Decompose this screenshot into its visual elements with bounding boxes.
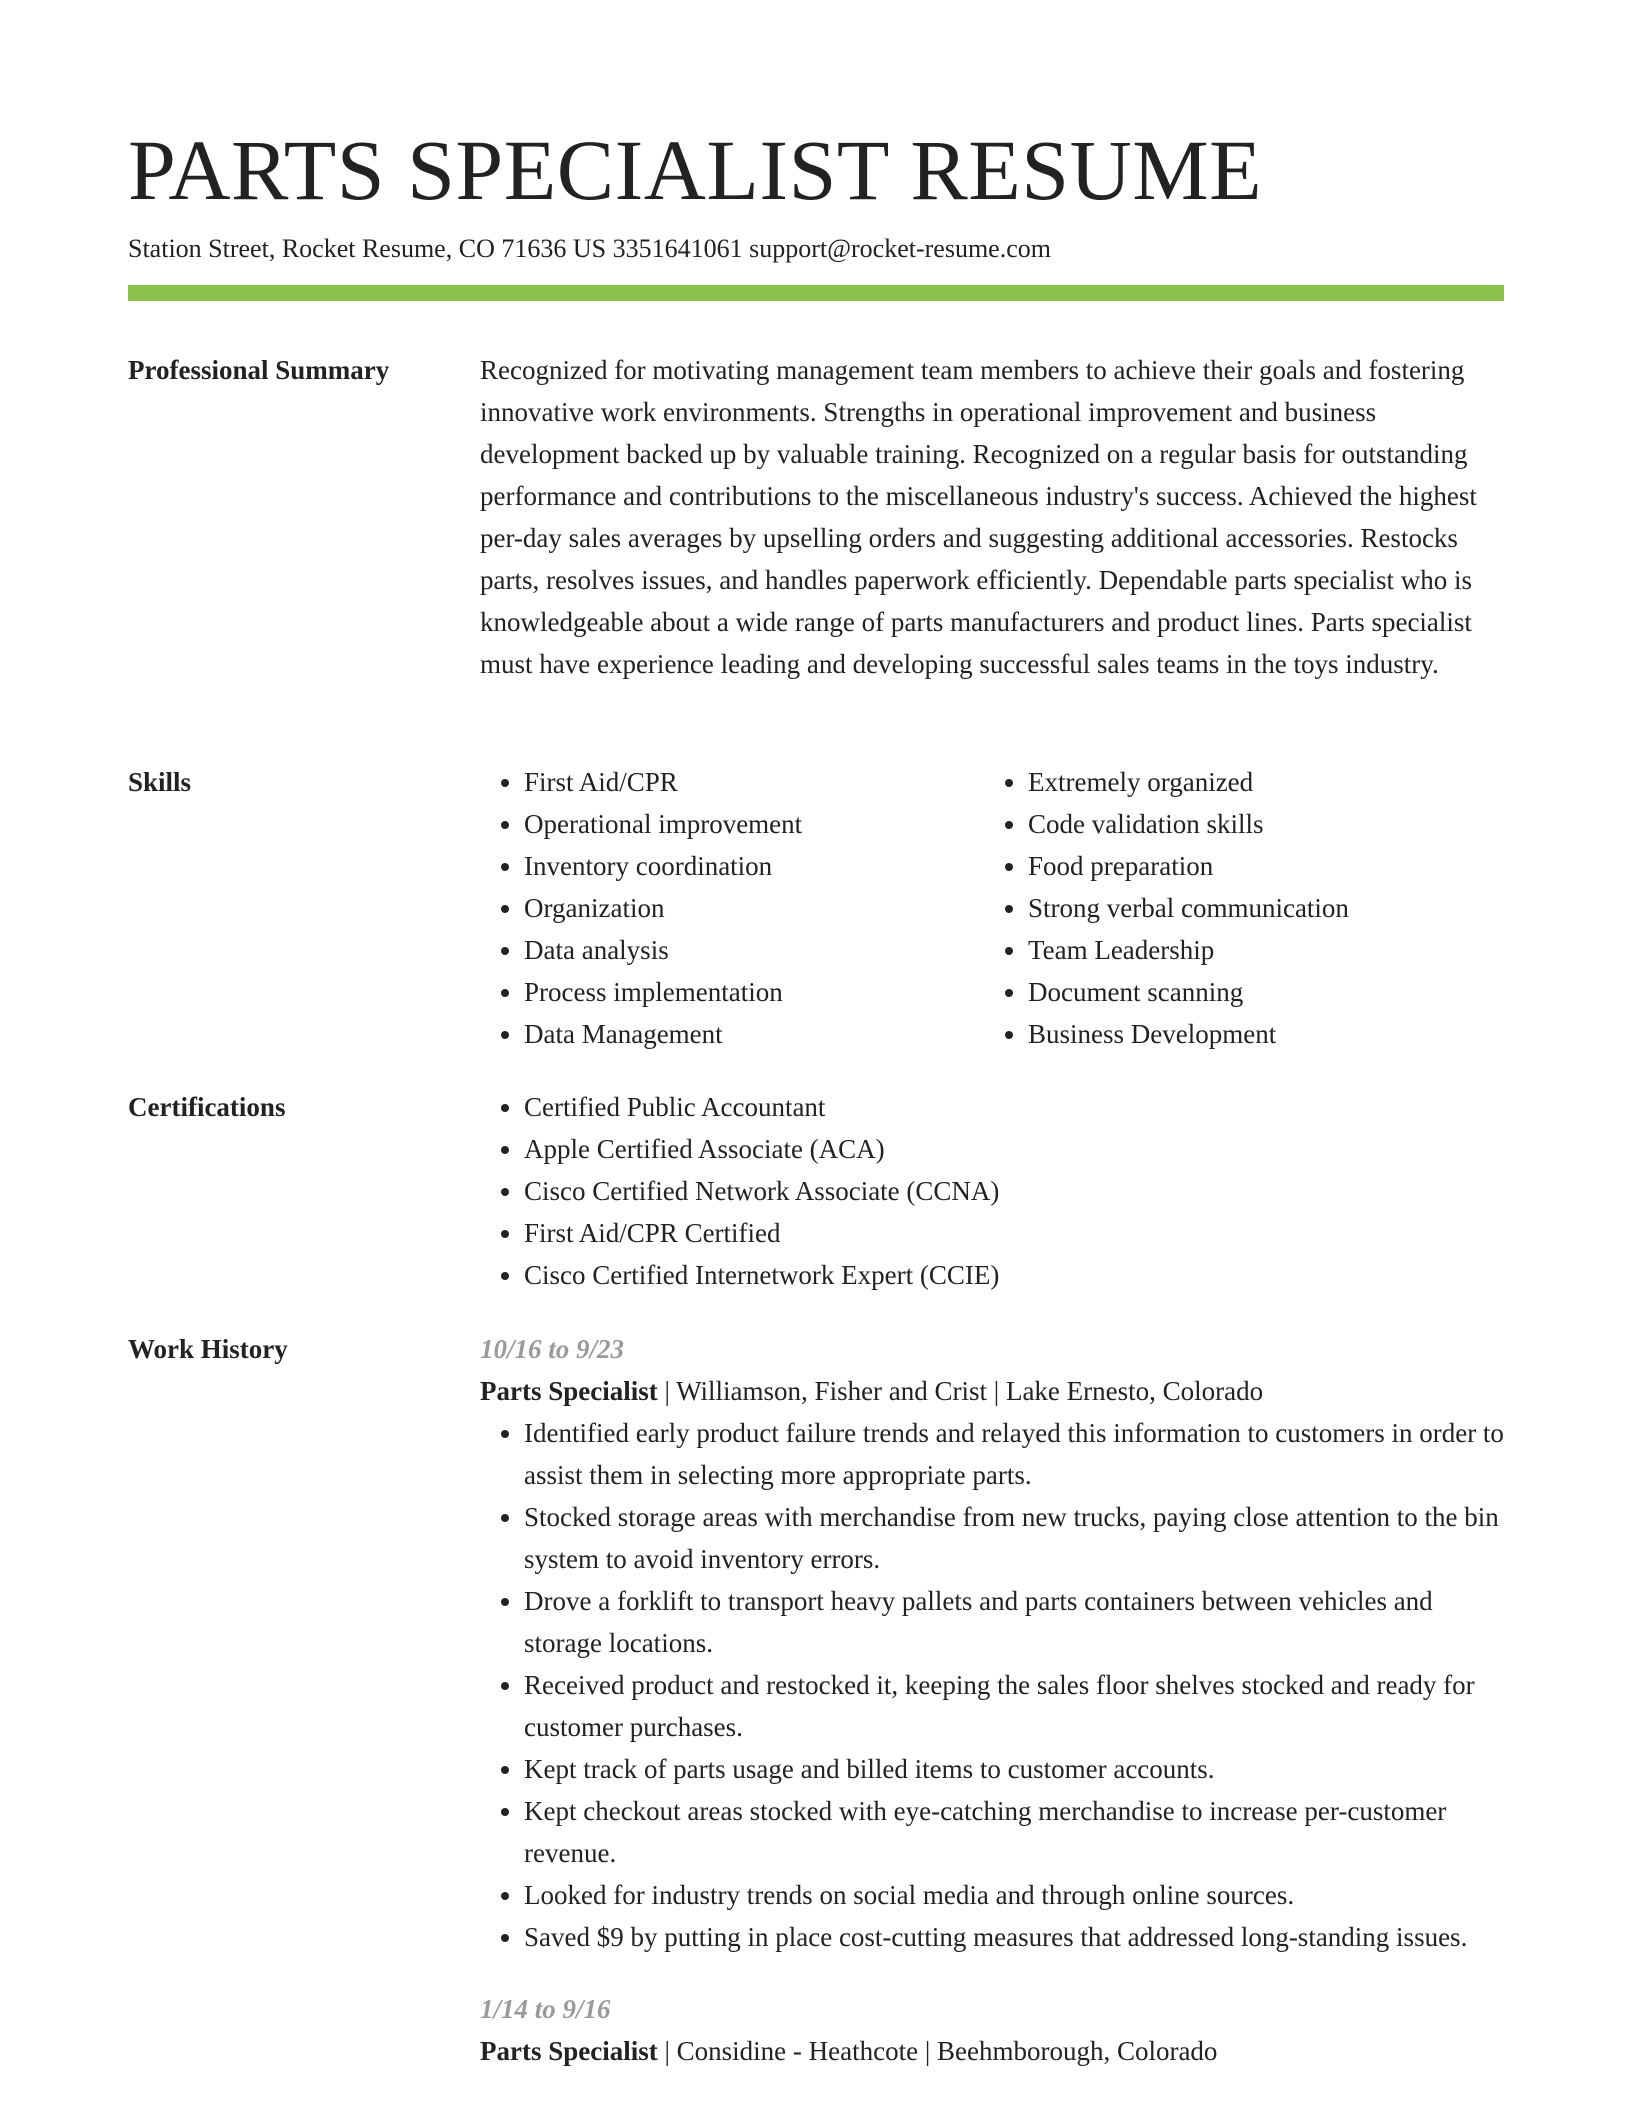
list-item: • Kept track of parts usage and billed items to customer accounts. (524, 1748, 1504, 1790)
job-details: | Williamson, Fisher and Crist | Lake Ernesto, Colorado (657, 1376, 1264, 1406)
list-item: • Stocked storage areas with merchandise from new trucks, paying close attention to the bin system to avoid inventory errors. (524, 1496, 1504, 1580)
contact-line: Station Street, Rocket Resume, CO 71636 US 3351641061 support@rocket-resume.com (128, 234, 1051, 263)
list-item: • First Aid/CPR (524, 761, 984, 803)
list-item: • Identified early product failure trends and relayed this information to customers in order to assist them in selecting more appropriate parts. (524, 1412, 1504, 1496)
job-title: Parts Specialist (480, 2036, 658, 2066)
list-item: • Document scanning (1028, 971, 1488, 1013)
job-title: Parts Specialist (480, 1376, 658, 1406)
skills-list-right (984, 761, 1488, 1055)
list-item: • Extremely organized (1028, 761, 1488, 803)
list-item: • Cisco Certified Network Associate (CCNA) (524, 1170, 1504, 1212)
job-entry (480, 1328, 1504, 1958)
list-item: • Certified Public Accountant (524, 1086, 1504, 1128)
page-title: PARTS SPECIALIST RESUME (128, 122, 1263, 218)
list-item: • Business Development (1028, 1013, 1488, 1055)
certifications-list (480, 1086, 1504, 1296)
skills-label: Skills (128, 767, 192, 797)
list-item: • Looked for industry trends on social media and through online sources. (524, 1874, 1504, 1916)
list-item: • Data Management (524, 1013, 984, 1055)
job-bullets (480, 1412, 1504, 1958)
job-dates: 10/16 to 9/23 (480, 1334, 625, 1364)
summary-body (480, 349, 1504, 685)
certifications-label: Certifications (128, 1092, 286, 1122)
list-item: • Organization (524, 887, 984, 929)
summary-label: Professional Summary (128, 355, 390, 385)
certifications-body (480, 1086, 1504, 1296)
list-item: • First Aid/CPR Certified (524, 1212, 1504, 1254)
work-history-body (480, 1328, 1504, 2072)
list-item: • Inventory coordination (524, 845, 984, 887)
list-item: • Food preparation (1028, 845, 1488, 887)
list-item: • Kept checkout areas stocked with eye-catching merchandise to increase per-customer revenue. (524, 1790, 1504, 1874)
skills-body (480, 761, 1504, 1055)
list-item: • Code validation skills (1028, 803, 1488, 845)
job-details: | Considine - Heathcote | Beehmborough, Colorado (657, 2036, 1218, 2066)
list-item: • Cisco Certified Internetwork Expert (CCIE) (524, 1254, 1504, 1296)
header-divider (128, 285, 1504, 301)
job-entry (480, 1988, 1504, 2072)
job-heading (480, 2030, 1504, 2072)
list-item: • Operational improvement (524, 803, 984, 845)
list-item: • Received product and restocked it, keeping the sales floor shelves stocked and ready for customer purchases. (524, 1664, 1504, 1748)
job-heading (480, 1370, 1504, 1412)
skills-list-left (480, 761, 984, 1055)
job-dates: 1/14 to 9/16 (480, 1994, 611, 2024)
list-item: • Strong verbal communication (1028, 887, 1488, 929)
list-item: • Data analysis (524, 929, 984, 971)
list-item: • Process implementation (524, 971, 984, 1013)
summary-text: Recognized for motivating management team members to achieve their goals and fostering innovative work environments. Strengths in operational improvement and business development backed up by valuable training. Recognized on a regular basis for outstanding performance and contributions to the miscellaneous industry's success. Achieved the highest per-day sales averages by upselling orders and suggesting additional accessories. Restocks parts, resolves issues, and handles paperwork efficiently. Dependable parts specialist who is knowledgeable about a wide range of parts manufacturers and product lines. Parts specialist must have experience leading and developing successful sales teams in the toys industry. (480, 355, 1477, 679)
work-history-label: Work History (128, 1334, 288, 1364)
list-item: • Team Leadership (1028, 929, 1488, 971)
list-item: • Saved $9 by putting in place cost-cutting measures that addressed long-standing issues. (524, 1916, 1504, 1958)
list-item: • Drove a forklift to transport heavy pallets and parts containers between vehicles and storage locations. (524, 1580, 1504, 1664)
list-item: • Apple Certified Associate (ACA) (524, 1128, 1504, 1170)
